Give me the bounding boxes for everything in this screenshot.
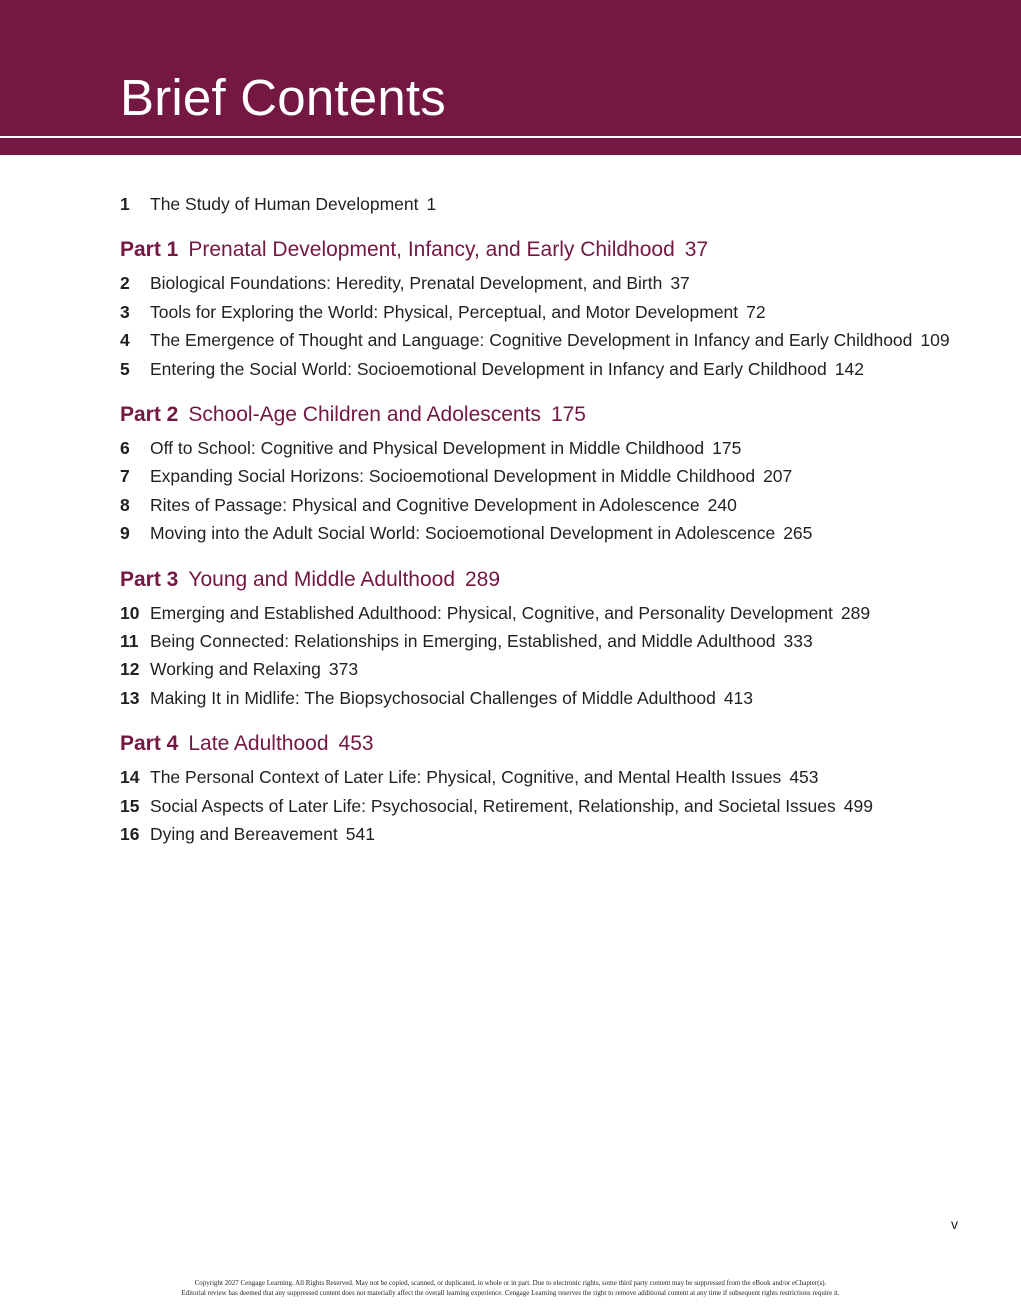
chapter-number: 15: [120, 795, 140, 816]
toc-chapter-entry[interactable]: [120, 655, 980, 683]
chapter-page-number: 175: [712, 438, 742, 459]
chapter-title: [150, 627, 980, 655]
toc-chapter-entry[interactable]: [120, 792, 980, 820]
part-heading[interactable]: [120, 729, 980, 759]
chapter-page-number: 453: [789, 767, 819, 788]
chapter-title: [150, 462, 980, 490]
chapter-page-number: 541: [345, 824, 375, 845]
chapter-page-number: 240: [707, 494, 737, 515]
chapter-title: [150, 684, 980, 712]
chapter-page-number: 413: [723, 687, 754, 708]
toc-chapter-entry[interactable]: [120, 326, 980, 354]
chapter-number: 5: [120, 358, 130, 379]
toc-chapter-entry[interactable]: [120, 269, 980, 297]
chapter-title-text: Working and Relaxing: [150, 659, 321, 680]
part-title: Prenatal Development, Infancy, and Early Childhood: [188, 238, 675, 262]
chapter-title-text: The Personal Context of Later Life: Physical, Cognitive, and Mental Health Issues: [150, 767, 782, 788]
chapter-number: 1: [120, 194, 130, 214]
chapter-number: 2: [120, 273, 130, 294]
chapter-page-number: 72: [746, 301, 766, 322]
chapter-page-number: 265: [783, 523, 813, 544]
chapter-number: 7: [120, 466, 130, 487]
chapter-page-number: 373: [328, 659, 359, 680]
chapter-page-number: 207: [763, 466, 793, 487]
chapter-page-number: 289: [840, 602, 871, 623]
chapter-page-number: 333: [783, 631, 813, 652]
part-title: School-Age Children and Adolescents: [188, 403, 541, 427]
toc-chapter-entry[interactable]: [120, 190, 980, 218]
chapter-title: [150, 326, 980, 354]
chapter-number: 16: [120, 824, 140, 845]
chapter-title: [150, 763, 980, 791]
toc-chapter-entry[interactable]: [120, 298, 980, 326]
chapter-title-text: Moving into the Adult Social World: Socioemotional Development in Adolescence: [150, 523, 776, 544]
copyright-line: Editorial review has deemed that any suppressed content does not materially affect the overall learning experience. Cengage Learning reserves the right to remove additional content at any time if subsequent rights restrictions require it.: [181, 1289, 840, 1297]
toc-chapter-entry[interactable]: [120, 355, 980, 383]
chapter-title: [150, 355, 980, 383]
chapter-title: [150, 599, 980, 627]
chapter-title-text: The Emergence of Thought and Language: Cognitive Development in Infancy and Early Childhood: [150, 330, 913, 351]
header-rule: [0, 136, 1021, 138]
chapter-title: [150, 190, 980, 218]
chapter-title-text: Entering the Social World: Socioemotional Development in Infancy and Early Childhood: [150, 358, 827, 379]
chapter-title-text: Rites of Passage: Physical and Cognitive Development in Adolescence: [150, 494, 700, 515]
chapter-title-text: Biological Foundations: Heredity, Prenatal Development, and Birth: [150, 273, 663, 294]
chapter-title-text: Tools for Exploring the World: Physical, Perceptual, and Motor Development: [150, 301, 739, 322]
toc-chapter-entry[interactable]: [120, 491, 980, 519]
chapter-number: 10: [120, 602, 140, 623]
chapter-title: [150, 519, 980, 547]
part-label: Part 1: [120, 238, 179, 262]
parts-list: [120, 235, 980, 848]
part-label: Part 4: [120, 732, 179, 756]
chapter-title-text: Expanding Social Horizons: Socioemotional Development in Middle Childhood: [150, 466, 756, 487]
chapter-title: [150, 269, 980, 297]
page-title: Brief Contents: [120, 69, 446, 126]
toc-chapter-entry[interactable]: [120, 462, 980, 490]
part-heading[interactable]: [120, 565, 980, 595]
toc-chapter-entry[interactable]: [120, 684, 980, 712]
chapter-page-number: 1: [426, 194, 437, 214]
copyright-notice: [0, 1278, 1021, 1298]
chapter-page-number: 142: [834, 358, 864, 379]
part-label: Part 2: [120, 403, 179, 427]
chapter-title-text: Being Connected: Relationships in Emerging, Established, and Middle Adulthood: [150, 631, 776, 652]
chapter-number: 13: [120, 687, 140, 708]
chapter-title: [150, 434, 980, 462]
part-page-number: 453: [338, 732, 374, 756]
chapter-title-text: Social Aspects of Later Life: Psychosocial, Retirement, Relationship, and Societal Issues: [150, 795, 836, 816]
chapter-page-number: 37: [670, 273, 690, 294]
part-heading[interactable]: [120, 400, 980, 430]
chapter-title: [150, 820, 980, 848]
toc-chapter-entry[interactable]: [120, 820, 980, 848]
toc-chapter-entry[interactable]: [120, 599, 980, 627]
chapter-number: 11: [120, 631, 139, 652]
chapter-page-number: 109: [920, 330, 950, 351]
chapter-number: 9: [120, 523, 130, 544]
chapter-number: 12: [120, 659, 140, 680]
chapter-title: [150, 298, 980, 326]
toc-chapter-entry[interactable]: [120, 434, 980, 462]
chapter-title-text: Dying and Bereavement: [150, 824, 338, 845]
chapter-title: [150, 655, 980, 683]
toc-chapter-entry[interactable]: [120, 519, 980, 547]
part-heading[interactable]: [120, 235, 980, 265]
chapter-number: 3: [120, 301, 130, 322]
chapter-number: 6: [120, 438, 130, 459]
chapter-number: 14: [120, 767, 140, 788]
part-page-number: 175: [550, 403, 586, 427]
chapter-title: [150, 792, 980, 820]
toc-chapter-entry[interactable]: [120, 763, 980, 791]
toc-chapter-entry[interactable]: [120, 627, 980, 655]
page-folio: v: [951, 1216, 958, 1232]
chapter-title-text: Off to School: Cognitive and Physical Development in Middle Childhood: [150, 438, 705, 459]
copyright-line: Copyright 2027 Cengage Learning. All Rights Reserved. May not be copied, scanned, or duplicated, in whole or in part. Due to electronic rights, some third party content may be suppressed from the eBook and/or eChapter(s).: [194, 1279, 827, 1287]
chapter-number: 8: [120, 494, 130, 515]
part-title: Young and Middle Adulthood: [188, 567, 455, 591]
part-page-number: 289: [465, 567, 501, 591]
chapter-title-text: Making It in Midlife: The Biopsychosocial Challenges of Middle Adulthood: [150, 687, 716, 708]
table-of-contents: [120, 190, 980, 849]
part-page-number: 37: [684, 238, 709, 262]
chapter-number: 4: [120, 330, 130, 351]
chapter-title-text: The Study of Human Development: [150, 194, 419, 214]
chapter-page-number: 499: [843, 795, 873, 816]
chapter-title: [150, 491, 980, 519]
part-label: Part 3: [120, 567, 179, 591]
part-title: Late Adulthood: [188, 732, 329, 756]
chapter-title-text: Emerging and Established Adulthood: Physical, Cognitive, and Personality Development: [150, 602, 833, 623]
